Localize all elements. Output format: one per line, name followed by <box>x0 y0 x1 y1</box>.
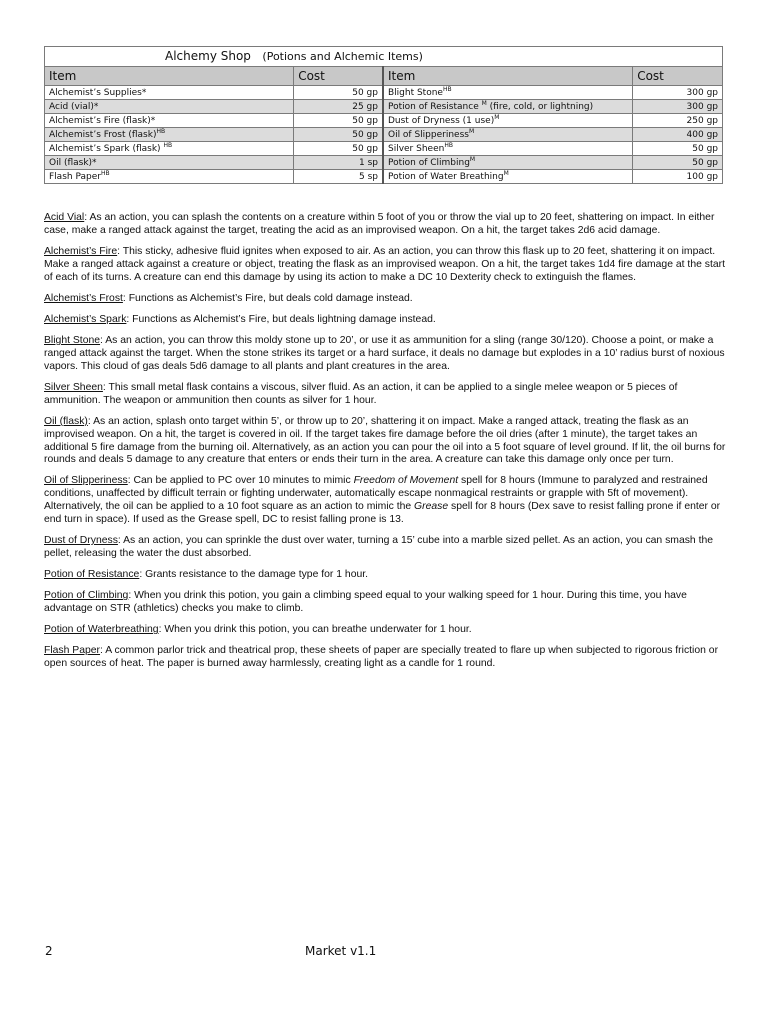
item-description-text: spell for 8 hours (Immune to paralyzed and restrained conditions, unaffected by difficult terrain or fighting underwater, automatically escape nonmagical restraints or grapple with 5ft of movement). Alternatively, the oil can be applied to a 10 foot square as an action to mimic the <box>44 475 708 513</box>
item-term: Alchemist’s Spark <box>44 313 127 325</box>
spell-name: Freedom of Movement <box>353 475 459 487</box>
item-cost-cell <box>633 114 723 128</box>
alchemy-shop-table <box>44 46 723 184</box>
item-description-text: : Grants resistance to the damage type for 1 hour. <box>139 569 369 581</box>
item-description-text: : As an action, you can sprinkle the dust over water, turning a 15’ cube into a marble sized pellet. As an action, you can smash the pellet, releasing the water the dust absorbed. <box>44 535 714 559</box>
item-cost-cell <box>633 128 723 142</box>
item-term: Potion of Waterbreathing <box>44 624 159 636</box>
item-description <box>44 246 728 284</box>
column-header-cost-left: Cost <box>294 67 383 86</box>
column-header-item-left: Item <box>45 67 294 86</box>
item-description-text: : Functions as Alchemist’s Fire, but deals cold damage instead. <box>122 292 413 304</box>
item-name-cell <box>45 114 294 128</box>
table-row <box>45 100 723 114</box>
item-name-cell <box>383 114 633 128</box>
item-descriptions <box>44 212 728 679</box>
item-cost: 5 sp <box>358 171 378 182</box>
item-name-cell <box>383 142 633 156</box>
item-cost-cell <box>633 170 723 184</box>
item-cost: 25 gp <box>352 101 378 112</box>
item-description <box>44 212 728 238</box>
item-cost: 100 gp <box>686 171 718 182</box>
item-term: Potion of Climbing <box>44 590 129 602</box>
item-cost: 50 gp <box>352 143 378 154</box>
item-description-text: spell for 8 hours (Dex save to resist falling prone if enter or end turn in space). If used as the Grease spell, DC to resist falling prone is 13. <box>44 501 721 525</box>
item-cost-cell <box>294 114 383 128</box>
item-name: Oil (flask)* <box>49 157 97 168</box>
item-name: Potion of Climbing <box>387 157 470 168</box>
item-name-cell <box>383 156 633 170</box>
item-term: Alchemist’s Fire <box>44 245 118 257</box>
item-name-cell <box>383 86 633 100</box>
item-name: Alchemist’s Spark (flask) <box>49 143 164 154</box>
item-name: Dust of Dryness (1 use) <box>387 115 495 126</box>
item-source-mark: M <box>481 99 487 107</box>
item-term: Dust of Dryness <box>44 535 118 547</box>
item-name: Oil of Slipperiness <box>387 129 469 140</box>
item-cost: 50 gp <box>352 115 378 126</box>
table-title-cell <box>45 47 723 67</box>
table-title: Alchemy Shop <box>165 49 251 63</box>
item-description-text: : As an action, splash onto target within 5’, or throw up to 20’, shattering it on impact. Make a ranged attack, treating the flask as an improvised weapon. On a hit, the target is covered in oil. If the target takes fire damage before the oil dries (after 1 minute), the target takes an additional 5 fire damage from the burning oil. Alternatively, as an action you can pour the oil into a 5 foot square of level ground. If lit, the oil burns for rounds and deals 5 damage to any creature that enters or ends their turn in the area. A creature can take this damage only once per turn. <box>44 415 726 466</box>
item-description <box>44 335 728 373</box>
item-term: Oil of Slipperiness <box>44 475 128 487</box>
column-header-item-right: Item <box>383 67 633 86</box>
document-title: Market v1.1 <box>305 944 377 958</box>
item-name-cell <box>383 128 633 142</box>
item-description-text: : A common parlor trick and theatrical prop, these sheets of paper are specially treated to flare up when subjected to rigorous friction or open sources of heat. The paper is burned away harmlessly, creating light as a candle for 1 round. <box>44 645 719 670</box>
table-row <box>45 128 723 142</box>
table-header-row <box>45 67 723 86</box>
item-name: Alchemist’s Supplies* <box>49 87 147 98</box>
item-cost-cell <box>294 100 383 114</box>
item-description <box>44 314 728 327</box>
item-term: Flash Paper <box>44 645 101 657</box>
item-name: Blight Stone <box>387 87 443 98</box>
item-description <box>44 535 728 561</box>
item-term: Blight Stone <box>44 335 101 347</box>
item-source-mark: M <box>494 113 500 121</box>
item-source-mark: HB <box>163 141 173 149</box>
item-cost: 50 gp <box>692 143 718 154</box>
item-name: Alchemist’s Fire (flask)* <box>49 115 156 126</box>
item-cost: 300 gp <box>686 87 718 98</box>
item-cost-cell <box>633 142 723 156</box>
item-description-text: : This sticky, adhesive fluid ignites when exposed to air. As an action, you can throw this flask up to 20 feet, shattering it on impact. Make a ranged attack against a creature or object, treating the flask as an improvised weapon. On a hit, the target takes 1d4 fire damage at the start of each of its turns. A creature can end this damage by using its action to make a DC 10 Dexterity check to extinguish the flames. <box>44 245 725 283</box>
item-cost-cell <box>294 170 383 184</box>
table-row <box>45 86 723 100</box>
item-description <box>44 645 728 671</box>
item-name-suffix: (fire, cold, or lightning) <box>486 101 594 112</box>
item-source-mark: HB <box>100 169 110 177</box>
item-cost: 1 sp <box>358 157 378 168</box>
item-cost: 50 gp <box>352 87 378 98</box>
item-cost-cell <box>294 156 383 170</box>
item-cost-cell <box>294 86 383 100</box>
item-cost-cell <box>633 100 723 114</box>
item-description <box>44 624 728 637</box>
item-term: Silver Sheen <box>44 381 103 393</box>
item-term: Oil (flask) <box>44 415 88 427</box>
item-cost: 400 gp <box>686 129 718 140</box>
item-cost-cell <box>633 86 723 100</box>
page-number: 2 <box>45 944 53 958</box>
item-description <box>44 382 728 408</box>
item-description-text: : This small metal flask contains a viscous, silver fluid. As an action, it can be applied to a single melee weapon or 5 pieces of ammunition. The weapon or ammunition then counts as silver for 1 hour. <box>44 381 678 406</box>
item-description <box>44 475 728 526</box>
item-name: Potion of Resistance <box>387 101 482 112</box>
item-source-mark: M <box>503 169 509 177</box>
item-name: Silver Sheen <box>387 143 445 154</box>
table-row <box>45 170 723 184</box>
item-name-cell <box>45 156 294 170</box>
item-cost: 300 gp <box>686 101 718 112</box>
item-cost: 50 gp <box>692 157 718 168</box>
item-name: Potion of Water Breathing <box>387 171 504 182</box>
item-description-text: : As an action, you can splash the contents on a creature within 5 foot of you or throw the vial up to 20 feet, shattering on impact. In either case, make a ranged attack against the target, treating the acid as an improvised weapon. On a hit, the target takes 2d6 acid damage. <box>44 212 715 236</box>
table-row <box>45 156 723 170</box>
table-row <box>45 114 723 128</box>
item-cost-cell <box>294 128 383 142</box>
table-row <box>45 142 723 156</box>
item-name-cell <box>45 142 294 156</box>
item-name-cell <box>383 100 633 114</box>
item-cost-cell <box>633 156 723 170</box>
spell-name: Grease <box>414 501 449 513</box>
item-description-text: : Can be applied to PC over 10 minutes to mimic <box>127 475 354 487</box>
item-description <box>44 293 728 306</box>
item-name-cell <box>383 170 633 184</box>
item-description-text: : When you drink this potion, you gain a climbing speed equal to your walking speed for 1 hour. During this time, you have advantage on STR (athletics) checks you make to climb. <box>44 590 687 615</box>
item-source-mark: HB <box>156 127 166 135</box>
item-cost: 250 gp <box>686 115 718 126</box>
item-description-text: : When you drink this potion, you can breathe underwater for 1 hour. <box>158 624 472 636</box>
item-source-mark: M <box>469 155 476 163</box>
item-name-cell <box>45 86 294 100</box>
item-term: Acid Vial <box>44 212 85 223</box>
item-term: Alchemist’s Frost <box>44 292 123 304</box>
item-name: Flash Paper <box>49 171 101 182</box>
item-description <box>44 569 728 582</box>
item-name: Acid (vial)* <box>49 101 99 112</box>
item-cost-cell <box>294 142 383 156</box>
item-description <box>44 416 728 467</box>
item-source-mark: HB <box>444 141 453 149</box>
item-name-cell <box>45 170 294 184</box>
item-description <box>44 590 728 616</box>
column-header-cost-right: Cost <box>633 67 723 86</box>
item-name-cell <box>45 128 294 142</box>
item-description-text: : As an action, you can throw this moldy stone up to 20’, or use it as ammunition for a sling (range 30/120). Choose a point, or make a ranged attack against the target. When the stone strikes its target or a hard surface, it deals no damage but explodes in a 10’ radius burst of noxious vapors. This cloud of gas deals 5d6 damage to all plants and plant creatures in the area. <box>44 335 725 372</box>
item-source-mark: M <box>468 127 475 135</box>
item-cost: 50 gp <box>352 129 378 140</box>
table-subtitle: (Potions and Alchemic Items) <box>262 50 423 63</box>
item-term: Potion of Resistance <box>44 569 140 581</box>
item-source-mark: HB <box>442 85 452 93</box>
item-name: Alchemist’s Frost (flask) <box>49 129 157 140</box>
item-description-text: : Functions as Alchemist’s Fire, but deals lightning damage instead. <box>126 313 436 325</box>
item-name-cell <box>45 100 294 114</box>
